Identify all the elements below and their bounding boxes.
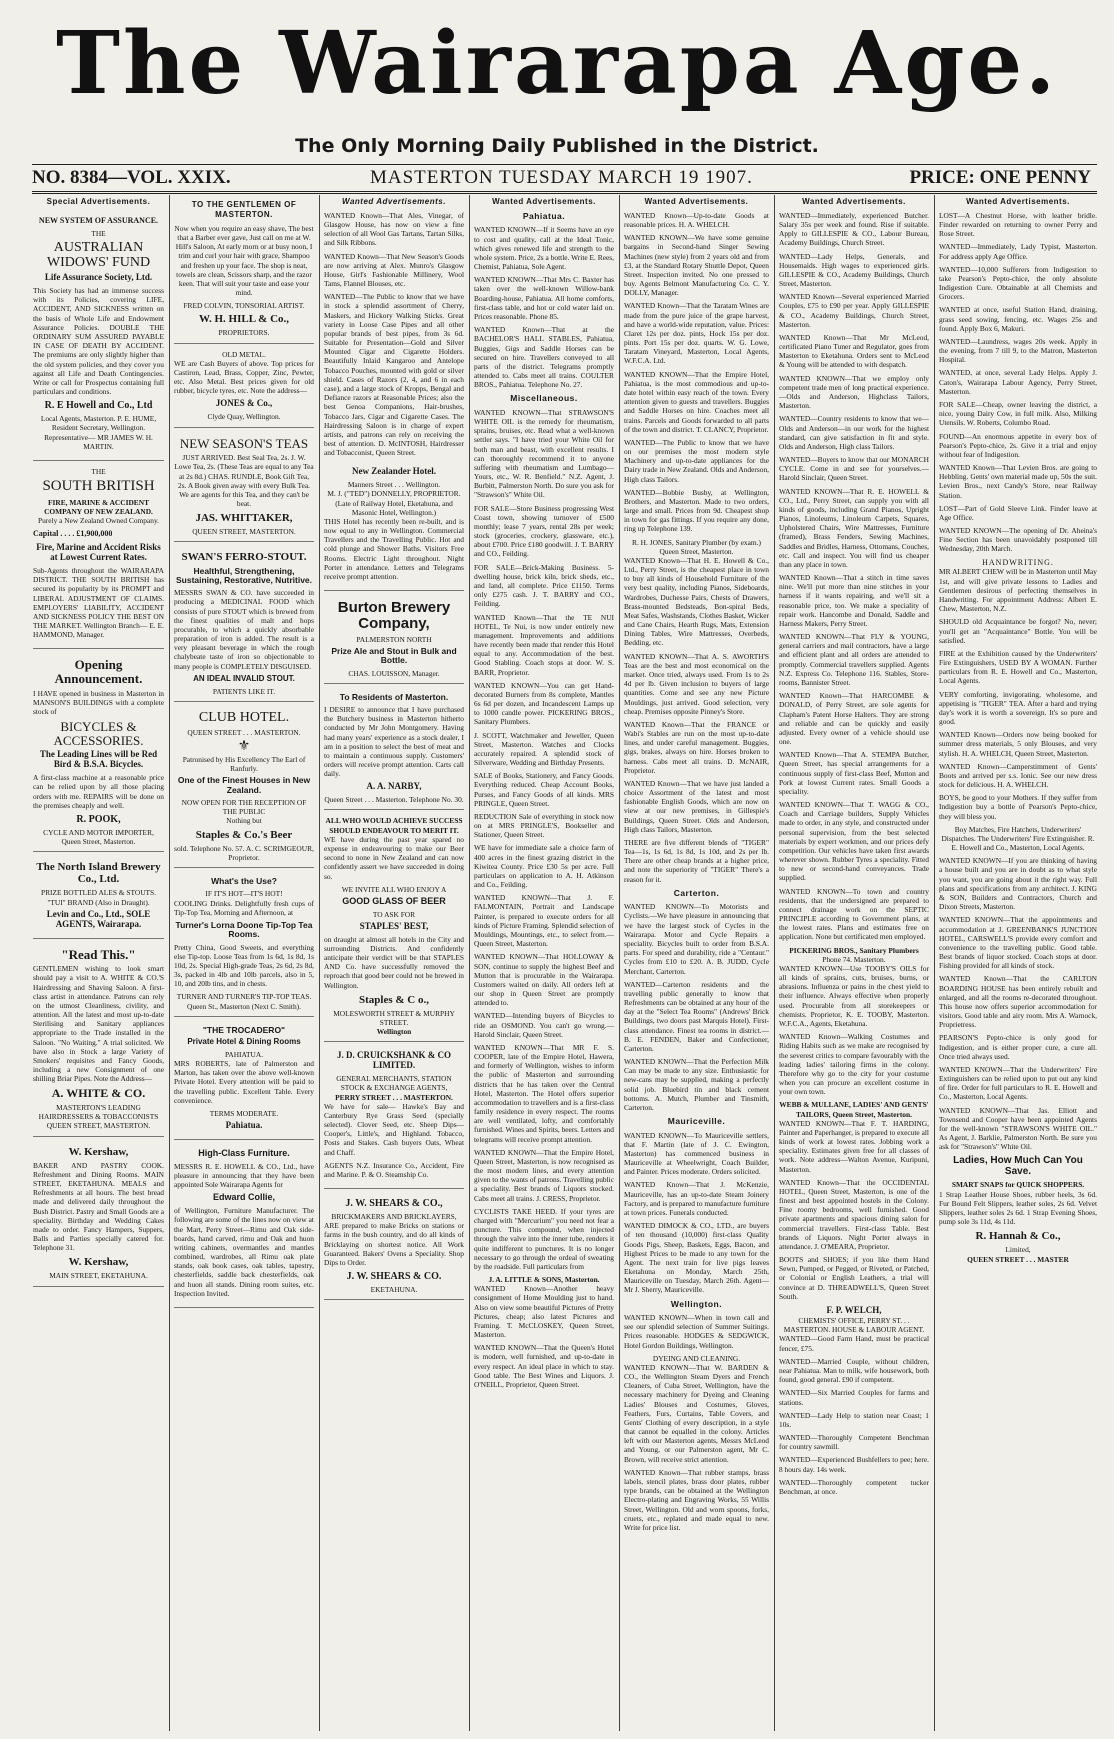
advert-text: FOR SALE—Store Business progressing West Coast town, showing turnover of £500 monthly; lease 7 years, rental 28s per week; stock (groceries, crockery, glassware, etc.), about £700. Price £180 goodwill. J. T. BARRY and CO., Feilding. [474,503,614,559]
advert-text: WANTED Known—That Ales, Vinegar, of Glasgow House, has now on view a fine selection of all Wool Gas Tartans, Tartan Silks, and Silk Ribbons. [324,210,464,248]
advert-text: MR ALBERT CHEW will be in Masterton until May 1st, and will give private lessons to Ladies and Gentlemen desirous of perfecting themselves in Handwriting. For appointment Address: Albert E. Chew, Masterton, N.Z. [939,567,1097,614]
ad-text: BRICKMAKERS AND BRICKLAYERS, [331,1212,457,1222]
royal-crest-icon: ⚜ [237,738,251,754]
newspaper-tagline: The Only Morning Daily Published in the District. [295,135,819,157]
advert-text: WANTED KNOWN—That R. E. HOWELL & CO., Ltd., Perry Street, can supply you with all kinds of goods, including Grand Pianos, Upright Pianos, Linoleums, Linoleum Carpets, Squares, Upholstered Chairs, Wire Mattresses, Furniture (framed), Brass Fenders, Sewing Machines, Saddles and Bridles, Harness, Ottomans, Couches, etc. Call and inspect. You will find us cheaper than any place in town. [779,486,929,569]
advert-brewery [33,855,164,938]
ad-subtitle: Healthful, Strengthening, Sustaining, Restorative, Nutritive. [175,565,313,585]
ad-title: SOUTH BRITISH [42,478,155,495]
ad-body: WE are Cash Buyers of above. Top prices for Castiron, Lead, Brass, Copper, Zinc, Pewter, etc. Also Metal. Best prices given for old rubber, bicycle tyres, etc. Note the address— [174,358,314,396]
advert-text: WANTED KNOWN—You can get Hand-decorated Burners from 8s complete, Mantles 6s 6d per dozen, and Incandescent Lamps up to 1000 candle power. PICKERING BROS., Sanitary Plumbers. [474,680,614,727]
advert-staples-beer [324,813,464,1042]
ad-text: Nothing but [226,816,262,826]
issue-date: MASTERTON TUESDAY MARCH 19 1907. [370,167,753,188]
newspaper-title: The Wairarapa Age. [55,13,1059,114]
advert-text: WANTED Known—That HARCOMBE & DONALD, of Perry Street, are sole agents for Clapham's Patent Horse Halters. They are strong and reliable and can be quickly and easily adjusted. Every owner of a vehicle should use one. [779,691,929,747]
ad-text: Patronised by His Excellency The Earl of Ranfurly. [182,755,306,774]
ad-title: SWAN'S FERRO-STOUT. [181,551,307,564]
advert-text: Boy Matches, Fire Hatchets, Underwriters' Dispatches. The Underwriters' Fire Extinguisher. R. E. Howell and Co., Masterton, Local Agents. [941,824,1095,853]
ad-text: M. J. ("TED") DONNELLY, PROPRIETOR. (Late of Railway Hotel, Eketahuna, and Masonic Hotel, Wellington.) [327,489,461,517]
advert-baker [33,1140,164,1287]
ad-body: Sub-Agents throughout the WAIRARAPA DISTRICT. THE SOUTH BRITISH has secured its popularity by its PROMPT and LIBERAL ADJUSTMENT OF CLAIMS. EMPLOYERS' LIABILITY, ACCIDENT AND SICKNESS POLICY THE BEST ON THE MARKET. Wellington Branch— E. E. HAMMOND, Manager. [33,566,164,640]
ad-text: FRED COLVIN, TONSORIAL ARTIST. [183,301,305,311]
ad-agent: R. H. JONES, Sanitary Plumber (by exam.) Queen Street, Masterton. [632,537,761,556]
ad-text: GENERAL MERCHANTS, STATION STOCK & EXCHANGE AGENTS, [336,1074,452,1093]
ad-text: PRIZE BOTTLED ALES & STOUTS. "TUI" BRAND (Also in Draught). [40,888,157,907]
advert-text: WANTED Known—That the TE NUI HOTEL, Te Nui, is now under entirely new management. Improvements and additions have recently been made that render this Hotel equal to any. Accommodation of the best. Good Stabling. Coach stops at door. W. S. BARR, Proprietor. [474,612,614,677]
ad-text: Limited, [1005,1245,1031,1255]
ad-text: QUEEN STREET, MASTERTON. [192,527,296,537]
advert-ferro-stout [174,545,314,701]
column-rule [774,195,775,1731]
advert-text: WANTED Known—That New Season's Goods are now arriving at Alex. Munro's Glasgow House, Girl's Fashionable Millinery, Wool Tams, Flannel Blouses, etc. [324,251,464,289]
advert-text: WANTED Known—Up-to-date Goods at reasonable prices. H. A. WHELCH. [624,210,769,230]
advert-text: WANTED Known—That at the BACHELOR'S HALL STABLES, Pahiatua, Buggies, Gigs and Saddle Horses can be secured on hire. Travellers conveyed to all parts of the district. Telegrams promptly attended to. Cabs meet all trains. COULTER BROS., Pahiatua. Telephone No. 27. [474,325,614,390]
ad-body: MESSRS R. E. HOWELL & CO., Ltd., have pleasure in announcing that they have been appointed Sole Wairarapa Agents for [174,1161,314,1190]
issue-price: PRICE: ONE PENNY [909,167,1091,188]
section-header: Wellington. [670,1298,723,1309]
ad-text: TERMS MODERATE. [209,1108,279,1118]
ad-title: CLUB HOTEL. [198,709,290,725]
advert-text: WANTED KNOWN—We have some genuine bargains in Second-hand Singer Sewing Machines (new style) from 2 years old and from £3, at the Standard Rotary Shuttle Depot, Queen Street. Inspection invited. No one pressed to buy. Agents Belmont Manufacturing Co. C. Y. DOLLY, Manager. [624,233,769,298]
advert-text: BOOTS and SHOES; if you like them Hand Sewn, Pumped, or Pegged, or Riveted, or Patched, or Colonial or English Leathers, a trial will convince at D. THREADWELL'S, Queen Street South. [779,1255,929,1301]
advert-cruickshank [324,1045,464,1189]
ad-text: Queen St., Masterton (Next C. Smith). [187,1001,301,1011]
ad-text: THE [91,228,106,238]
ad-text: QUEEN STREET . . . MASTERTON. [187,728,301,738]
ad-title: Ladies, How Much Can You Save. [953,1155,1083,1178]
ad-agent: R. Hannah & Co., [975,1230,1061,1243]
section-header: Carterton. [673,887,720,898]
advert-barber-poem [174,195,314,344]
masthead [0,0,1114,157]
ad-agent: R. POOK, [76,813,121,825]
section-header: Pahiatua. [522,210,566,221]
ad-subtitle: SMART SNAPS for QUICK SHOPPERS. [951,1180,1085,1190]
ad-body: GENTLEMEN wishing to look smart should pay a visit to A. WHITE & CO.'S Hairdressing and Shaving Saloon. A first-class artist in attendance. Patrons can rely on the utmost Cleanliness, civility, and attention. All the latest and most up-to-date Sterilising and Sanitary appliances appropriate to the Trade installed in the Saloon. "No Waiting." A trial solicited. We have also in Stock a large Variety of Smokers' requisites and Fancy Goods, including a new Consignment of one shilling Briar Pipes. Note the Address— [33,964,164,1084]
ad-subtitle: Fire, Marine and Accident Risks at Lowest Current Rates. [36,542,161,563]
advert-text: WANTED—Good Farm Hand, must be practical fencer, £75. [779,1334,929,1353]
ad-capital: Capital . . . . £1,900,000 [33,529,113,539]
ad-subtitle: One of the Finest Houses in New Zealand. [177,775,311,795]
ad-text: NOW OPEN FOR THE RECEPTION OF THE PUBLIC [181,798,307,817]
advert-text: SHOULD old Acquaintance be forgot? No, never; you'll get an "Acquaintance" Bottle. You will be satisfied. [939,617,1097,645]
ad-text: CHAS. LOUISSON, Manager. [348,668,440,678]
advert-text: FOUND—An enormous appetite in every box of Pearson's Pepto-chice, 2s. Give it a trial and enjoy without fear of Indigestion. [939,431,1097,459]
advert-text: WANTED KNOWN—That STRAWSON'S WHITE OIL is the remedy for rheumatism, sprains, bruises, etc. Read what a well-known settler says. "I have tried your White Oil for both man and beast, with excellent results. I can thoroughly recommend it to anyone suffering with rheumatism and Lumbago—Yours, etc., W. R. Benfield." N.Z. Agent, J. Burbitt, Palmerston North. Do sure you ask for "Strawson's" White Oil. [474,407,614,500]
advert-text: WANTED Known—That A. STEMPA Butcher, Queen Street, has special arrangements for a continuous supply of first-class Beef, Mutton and Pork at lowest Current rates. Small Goods a speciality. [779,750,929,796]
advert-text: PEARSON'S Pepto-chice is only good for Indigestion, and is either proper cure, a cure all. Once tried always used. [939,1033,1097,1061]
advert-text: WANTED—Immediately, experienced Butcher. Salary 35s per week and found. Rise if suitable. Apply to GILLESPIE & CO., Labour Bureau, Academy Buildings, Church Street. [779,210,929,248]
column-rule [469,195,470,1731]
ad-text: Queen Street . . . Masterton. Telephone No. 30. [324,795,464,805]
column-5 [624,195,769,1731]
ad-subtitle: The Leading Lines will be Red Bird & B.S.A. Bicycles. [39,749,158,770]
advert-butchery [324,687,464,811]
ad-heading: ALL WHO WOULD ACHIEVE SUCCESS SHOULD ENDEAVOUR TO MERIT IT. [325,816,463,835]
ad-agent: JONES & Co., [215,398,273,409]
ad-text: QUEEN STREET . . . MASTER [967,1254,1069,1264]
advert-text: WANTED Known—That J. McKenzie, Mauriceville, has an up-to-date Steam Joinery Factory, and is prepared to manufacture furniture at town prices. Funerals conducted. [624,1180,769,1217]
ad-text: MOLESWORTH STREET & MURPHY STREET. [333,1008,455,1028]
advert-text: WANTED Known—That a stitch in time saves nine. We'll put more than nine stitches in your harness if it wants repairing, and we'll sit a reasonable price, too. We make a speciality of repair work. Hancombe and Donald, Saddle and Harness Makers, Perry Street. [779,573,929,628]
ad-text: PROPRIETORS. [218,328,270,338]
advert-text: WANTED—Six Married Couples for farms and stations. [779,1388,929,1407]
advert-south-british [33,464,164,650]
column-rule [319,195,320,1731]
ad-agent: WEBB & MULLANE, LADIES' AND GENTS' TAILORS, Queen Street, Masterton. [779,1100,929,1119]
ad-body: I HAVE opened in business in Masterton in MANSON'S BUILDINGS with a complete stock of [33,688,164,717]
advert-bicycles [33,652,164,852]
section-header: Miscellaneous. [510,393,578,404]
advert-text: WANTED KNOWN—That T. WAGG & CO., Coach and Carriage builders, Supply Vehicles made to order, in any style, and constructed under personal supervision, from the best selected materials by expert workmen, and our prices defy competition. Our vehicles have taken first awards wherever shown. Rubber Tyres a speciality. Fitted to new or second-hand conveyances. Trade supplied. [779,800,929,883]
ad-subtitle: Private Hotel & Dining Rooms [187,1037,301,1047]
advert-hairdresser [33,942,164,1137]
ad-title: To Residents of Masterton. [339,691,449,702]
ad-body: WE have during the past year spared no expense in endeavouring to make our Beer second to none in New Zealand and can now confidently assert we have succeeded in doing so. [324,834,464,881]
ad-agent: A. A. NARBY, [366,781,422,792]
ad-body: Pretty China, Good Sweets, and everything else Tip-top. Loose Teas from 1s 6d, 1s 8d, 1s 10d, 2s. Special High-grade Teas, 2s 6d, 2s 8d, 3s, packed in 4lb and 10lb parcels, also in 5, 10, and 20lb tins, and in chests. [174,942,314,989]
ad-text: TO ASK FOR [372,909,416,919]
advert-burton-brewery [324,594,464,684]
ad-title: "THE TROCADERO" [202,1024,286,1035]
advert-australian-widows-fund [33,211,164,461]
advert-text: WANTED KNOWN—That Jas. Elliott and Townsend and Cooper have been appointed Agents for the well-known "STRAWSON'S WHITE OIL." As Agent, J. Barklie, Palmerston North. Be sure you ask for "Strawson's" White Oil. [939,1105,1097,1152]
ad-text: PAHIATUA. [224,1049,264,1059]
advert-text: FIRE at the Exhibition caused by the Underwriters' Fire Extinguishers, USED BY A WOMAN. Further particulars from R. E. Howell and Co., Masterton, Local Agents. [939,648,1097,686]
advert-text: J. SCOTT, Watchmaker and Jeweller, Queen Street, Masterton. Watches and Clocks accurately repaired. A splendid stock of Silverware, Wedding and Birthday Presents. [474,730,614,768]
advert-text: WANTED KNOWN—That HOLLOWAY & SON, continue to supply the highest Beef and Mutton that is procurable in the Wairarapa. Customers waited on daily. All orders left at our shop in Queen Street are promptly attended to. [474,952,614,1008]
advert-text: WANTED—Married Couple, without children, near Pahiatua. Man to milk, wife housework, both found, good general. £90 if competent. [779,1356,929,1385]
advert-text: WANTED KNOWN—Use TOOBY'S OILS for all kinds of sprains, cuts, bruises, burns, or abrasions. Influenza or pains in the chest yield to their influence. Always effective when properly used. Procurable from all storekeepers or chemists. Proprietor, K. E. TOOBY, Masterton. W.F.C.A., Agents, Eketahuna. [779,963,929,1028]
advert-text: 1 Strap Leather House Shoes, rubber heels, 3s 6d. Fur Bound Felt Slippers, leather soles, 2s 6d. Velvet Slippers, leather soles 2s 6d. 1 Strap Evening Shoes, pump sole 3s 11d, 4s 11d. [939,1189,1097,1227]
advert-text: WANTED KNOWN—That the Queen's Hotel is modern, well furnished, and up-to-date in every respect. An ideal place in which to stay. Good table. The Best Wines and Liquors. J. O'NEILL, Proprietor, Queen Street. [474,1343,614,1389]
ad-agent: Levin and Co., Ltd., SOLE AGENTS, Wairarapa. [46,908,151,929]
ad-subtitle: FIRE, MARINE & ACCIDENT COMPANY OF NEW ZEALAND. [44,497,153,516]
ad-heading: NEW SYSTEM OF ASSURANCE. [38,215,159,225]
section-header: Wanted Advertisements. [492,197,596,206]
advert-text: WANTED—Immediately, Lady Typist, Masterton. For address apply Age Office. [939,242,1097,261]
ad-body: of Wellington, Furniture Manufacturer. The following are some of the lines now on view at the Mart, Perry Street—Rimu and Oak side-boards, hand carved, rimu and Oak and huon writing cabinets, overmantles and mantles combined, wardrobes, all Rimu oak plate stands, oak book cases, oak tables, tapestry, chesterfields, saddle back chesterfields, oak and huon all stands. Dining room suites, etc. Inspection Invited. [174,1206,314,1298]
advert-text: WANTED, at once, several Lady Helps. Apply J. Caton's, Wairarapa Labour Agency, Perry Street, Masterton. [939,368,1097,396]
ad-text: WE INVITE ALL WHO ENJOY A [341,884,447,894]
ad-text: MASTERTON'S LEADING HAIRDRESSERS & TOBACCONISTS QUEEN STREET, MASTERTON. [38,1103,159,1131]
advert-text: WANTED Known—That the FRANCE or Wabi's Stables are run on the most up-to-date lines, and under careful management. Buggies, gigs, brakes, always on hire. Horses broken to harness. Cabs meet all trains. D. McNAIR, Proprietor. [624,719,769,775]
advert-text: WANTED KNOWN—That we employ only competent trade men of long practical experience.—Olds and Anderson, Highclass Tailors, Masterton. [779,373,929,411]
ad-text: THE [91,466,106,476]
advert-text: WANTED Known—Several experienced Married Couples, £75 to £90 per year. Apply GILLESPIE & CO., Academy Buildings, Church Street, Masterton. [779,292,929,329]
ad-title: J. D. CRUICKSHANK & CO LIMITED. [336,1050,451,1071]
dateline [32,164,1097,194]
advert-text: WANTED—Lady Help to station near Coast; 1 10s. [779,1410,929,1429]
ad-body: JUST ARRIVED. Best Seal Tea, 2s. J. W. Lowe Tea, 2s. (These Teas are equal to any Tea at 2s 8d.) CHAS. RUNDLE, Book Gift Tea, 2s. A Book given away with every Bulk Tea. We are agents for this Tea, and they can't be beat. [174,453,314,509]
column-3 [324,195,464,1731]
ad-heading: DYEING AND CLEANING. [652,1353,741,1363]
section-header: Wanted Advertisements. [644,197,749,206]
advert-text: WANTED KNOWN—That J. F. FALMONTAIN, Portrait and Landscape Painter, is prepared to execute orders for all kinds of Picture Framing. Splendid selection of Mouldings, Mountings, etc., to select from.—Queen Street, Masterton. [474,893,614,949]
column-rule [169,195,170,1731]
ad-text: Phone 74. Masterton. [822,954,886,964]
ad-text: PALMERSTON NORTH [356,634,432,644]
advert-text: WANTED KNOWN—That the Empire Hotel, Pahiatua, is the most commodious and up-to-date hotel within easy reach of the town. Every attention given to guests and travellers. Buggies and Saddle Horses on hire. Coaches meet all trains. Parcels and Goods forwarded to all parts of the town and district. T. CLANCY, Proprietor. [624,369,769,434]
section-header: Wanted Advertisements. [802,197,906,206]
ad-subtitle: Prize Ale and Stout in Bulk and Bottle. [331,645,457,666]
advert-text: WANTED—Lady Helps, Generals, and Housemaids. High wages to experienced girls. GILLESPIE & CO., Academy Buildings, Church Street, Masterton. [779,251,929,289]
ad-agent: F. P. WELCH, [826,1304,882,1315]
advert-text: WANTED—Bobbie Busby, at Wellington, Brothers, and Masterton. Made to two orders, large and small. Prices from 9d. Cheapest shop in town for gas fittings. If you require any done, ring up Telephone 139. [624,487,769,534]
section-header: Special Advertisements. [46,197,151,206]
ad-agent: J. A. LITTLE & SONS, Masterton. [488,1275,600,1285]
ad-title: New Zealander Hotel. [351,466,437,477]
advert-text: WANTED KNOWN—That the Perfection Milk Can may be made to any size. Enthusiastic for new-cans may be supplied, making a perfectly solid job. Bluebird tin and black cement bottoms. A. Mutch, Plumber and Tinsmith, Carterton. [624,1057,769,1112]
column-6 [779,195,929,1731]
advert-new-zealander-hotel [324,461,464,591]
ad-text: PATIENTS LIKE IT. [212,686,276,696]
ad-body: MRS ROBERTS, late of Palmerston and Marton, has taken over the above well-known Private Hotel. Every attention will be paid to the travelling public. Excellent Table. Every convenience. [174,1059,314,1105]
ad-body: THIS Hotel has recently been re-built, and is now equal to any in Wellington. Commercial Travellers and the Travelling Public. Hot and cold plunge and Shower Baths. Visitors Free Rooms. Electric Light throughout. Night Porter in attendance. Letters and Telegrams receive prompt attention. [324,516,464,581]
ad-subtitle: AN IDEAL INVALID STOUT. [193,673,295,683]
ad-title: GOOD GLASS OF BEER [342,895,446,906]
advert-text: WANTED Known—That the OCCIDENTAL HOTEL, Queen Street, Masterton, is one of the finest and best appointed hostels in the Colony. Fine roomy bedrooms, well furnished. Good private apartments and spacious dining salon for commercial travellers. First-class Table. Best brands of Liquors. Night Porter always in attendance. J. O'MEARA, Proprietor. [779,1177,929,1251]
issue-number: NO. 8384—VOL. XXIX. [32,167,231,188]
column-2 [174,195,314,1731]
ad-title: Opening Announcement. [54,657,143,687]
ad-agent: PICKERING BROS., Sanitary Plumbers [789,945,919,955]
ad-subtitle: STAPLES' BEST, [359,920,429,931]
advert-text: WANTED—Experienced Bushfellers to pee; here. 8 hours day. 14s week. [779,1455,929,1474]
advert-text: WANTED KNOWN—That Mrs C. Baxter has taken over the well-known Willow-bank Boarding-house, Pahiatua. All home comforts, first-class table, and hot or cold water laid on. Prices reasonable. Phone 85. [474,275,614,321]
advert-text: WE have for immediate sale a choice farm of 400 acres in the finest grazing district in the Kiwitea County. Price £30 5s per acre. Full particulars on application to A. H. Atkinson and Co., Feilding. [474,843,614,890]
ad-agent: A. WHITE & CO. [51,1086,146,1101]
advert-text: WANTED—Thoroughly Competent Benchman for country sawmill. [779,1433,929,1452]
advert-text: WANTED KNOWN—That the appointments and accommodation at J. GREENBANK'S JUNCTION HOTEL, CARSWELL'S provide every comfort and convenience to the travelling public. Good table. Best brands of liquor stocked. Coach stops at door. Fishing provided for all kinds of stock. [939,915,1097,971]
ad-text: TURNER AND TURNER'S TIP-TOP TEAS. [176,992,312,1002]
advert-trocadero [174,1020,314,1140]
ad-title: AUSTRALIAN WIDOWS' FUND [46,239,151,270]
advert-text: WANTED KNOWN—That the Empire Hotel, Queen Street, Masterton, is now recognised as the most modern lines, and every attention given to the wants of patrons. Travelling public a speciality. Best brands of Liquors stocked. Cabs meet all trains. J. CRESS, Proprietor. [474,1147,614,1203]
advert-text: WANTED KNOWN—That MR F. S. COOPER, late of the Empire Hotel, Hawera, and formerly of Wellington, wishes to inform the public of Masterton and surrounding districts that he has taken over the Central Hotel, Masterton. The Hotel offers superior accommodation to travellers and is a first-class family residence in every respect. The rooms are well ventilated, lofty, and comfortably furnished. Wines and Spirits, beers. Letters and telegrams will receive prompt attention. [474,1042,614,1144]
ad-subtitle: Life Assurance Society, Ltd. [44,272,153,283]
advert-text: WANTED—Buyers to know that our MONARCH CYCLE. Come in and see for yourselves.—Harold Sinclair, Queen Street. [779,455,929,483]
advert-text: WANTED—Laundress, wages 20s week. Apply in the evening, from 7 till 9, to the Matron, Masterton Hospital. [939,336,1097,365]
advert-text: WANTED KNOWN—That W. BARDEN & CO., the Wellington Steam Dyers and French Cleaners, of Cuba Street, Wellington, have the necessary machinery for Dyeing and Cleaning Ladies' Blouses and Costumes, Gloves, Feathers, Furs, Curtains, Table Covers, and Gents' Clothing of every description, in a style that cannot be equalled in the colony. Articles left with our Masterton agents, Messrs McLeod and Young, or our Palmerston agent, Mr C. Brown, will receive strict attention. [624,1362,769,1464]
advert-text: CYCLISTS TAKE HEED. If your tyres are charged with "Mercurium" you need not fear a puncture. This compound, when injected through the valve into the inner tube, renders it quite indifferent to punctures. It is no longer necessary to go through the ordeal of sweating by the roadside. Full particulars from [474,1206,614,1271]
ad-body: I DESIRE to announce that I have purchased the Butchery business in Masterton hitherto conducted by Mr John Montgomery. Having had many years' experience as a stock dealer, I am in a position to select the best of meat and to maintain a continuous supply. Customers' orders will receive prompt attention. Carts call daily. [324,705,464,779]
ad-agent: Pahiatua. [225,1120,263,1131]
advert-tea-rooms [174,871,314,1017]
column-1 [33,195,164,1731]
advert-text: FOR SALE—Cheap, owner leaving the district, a nice, young Dairy Cow, in full milk. Also, Milking Utensils. W. Roberts, Columbo Road. [939,400,1097,428]
ad-body: COOLING Drinks. Delightfully fresh cups of Tip-Top Tea, Morning and Afternoon, at [174,898,314,917]
ad-text: Clyde Quay, Wellington. [207,412,281,422]
advert-text: WANTED—Thoroughly competent tucker Benchman, at once. [779,1477,929,1496]
advert-text: WANTED KNOWN—The opening of Dr. Aheina's Fine Section has been unavoidably postponed till Wednesday, 20th March. [939,526,1097,554]
advert-text: WANTED Known—That Levien Bros. are going to Hebbling. Gents' own material made up, 50s the suit. Levien Bros., next Candy's Store, near Railway Station. [939,463,1097,500]
ad-subtitle: Turner's Lorna Doone Tip-Top Tea Rooms. [175,919,313,940]
advert-text: VERY comforting, invigorating, wholesome, and appetising is "TIGER" TEA. After a hard and trying day's work it is worth a sovereign. It's so pure and good. [939,689,1097,727]
advert-text: THERE are five different blends of "TIGER" Tea—1s, 1s 6d, 1s 8d, 1s 10d, and 2s per lb. There are other cheap brands at a higher price, and note the superiority of "TIGER" There's a reason for it. [624,837,769,884]
column-4 [474,195,614,1731]
column-rule [934,195,935,1731]
advert-text: WANTED Known—Walking Costumes and Riding Habits such as we make are recognised by the severest critics to compare favourably with the leading ladies' tailoring firms in the colony. Therefore why go to the city for your costume when you can procure an excellent costume in your own town. [779,1032,929,1097]
advert-text: WANTED KNOWN—To Mauriceville settlers, that F. Martin (late of J. C. Ewington, Masterton) has commenced business in Mauriceville at Wheelwright, Coach Builder, and Painter. Prices moderate. Orders solicited. [624,1130,769,1177]
advert-text: WANTED DIMOCK & CO., LTD., are buyers of ten thousand (10,000) first-class Quality Goods Pigs, Sheep, Baskets, Eggs, Bacon, and Highest Prices to be made to any town for the Agent. The next train for live pigs leaves Eketahuna on Monday, March 25th, Mauriceville on Tuesday, March 26th. Agent—Mr J. Sherry, Mauriceville. [624,1221,769,1295]
ad-agent: R. E Howell and Co., Ltd [44,400,153,412]
ad-text: CYCLE AND MOTOR IMPORTER, Queen Street, Masterton. [43,827,154,847]
ad-subtitle: Staples & Co.'s Beer [195,828,293,841]
advert-text: WANTED KNOWN—That F. T. HARDING, Painter and Paperhanger, is prepared to execute all kinds of work at lowest rates. Jobbing work a speciality. Estimates given free for all classes of work. Note address—Walton Avenue, Kuripuni, Masterton. [779,1118,929,1174]
section-header: Wanted Advertisements. [342,197,446,206]
ad-title: BICYCLES & ACCESSORIES. [53,719,144,748]
advert-text: WANTED Known—That H. E. Howell & Co., Ltd., Perry Street, is the cheapest place in town to buy all kinds of Household Furniture of the very best quality, including Pianos, Sideboards, Wardrobes, Duchesse Pairs, Chests of Drawers, Brass-mounted Bedsteads, Bon-spiral Beds, Meat Safes, Washstands, Clothes Basket, Wicker and Cane Chairs, Hearth Rugs, Mats, Extension Dining Tables, Wire Mattresses, Overbeds, Bedding, etc. [624,555,769,648]
ad-subtitle: Edward Collie, [212,1192,275,1203]
advert-text: WANTED Known—Another heavy consignment of Home Moulding just to hand. Also on view some beautiful Pictures of Pretty Pictures, cheap; also latest Pictures and Framing. T. McCLOSKEY, Queen Street, Masterton. [474,1284,614,1340]
advert-text: WANTED KNOWN—To Motorists and Cyclists.—We have pleasure in announcing that we have the largest stock of Cycles in the Wairarapa. Motor and Cycle Repairs a speciality. Bicycles built to order from B.S.A. parts. For speed and durability, ride a "Centaur." Cycles from £10 to £20. A. B. JUDD, Cycle Merchant, Carterton. [624,902,769,976]
ad-title: Burton Brewery Company, [337,599,451,632]
section-header: Mauriceville. [667,1116,726,1127]
advert-text: WANTED—The Public to know that we have on our premises the most modern style Machinery and up-to-date appliances for the Dairy trade in New Zealand. Olds and Anderson, High class Tailors. [624,437,769,484]
advert-text: WANTED KNOWN—To town and country residents, that the undersigned are prepared to connect drainage work on the SEPTIC PRINCIPLE according to Government plans, at the lowest rates. Plans and estimates free on application. None but certificated men employed. [779,886,929,942]
ad-agent: Staples & C o., [359,993,429,1006]
advert-text: WANTED Known—That we have just landed a choice Assortment of the latest and most fashionable English Goods, which are now on view at our new premises, in Gillespie's Buildings, Queen Street. Olds and Anderson, High class Tailors, Masterton. [624,778,769,834]
advert-text: WANTED KNOWN—If you are thinking of having a house built and you are in doubt as to what style you want, you are going about it the right way. Full plans and specifications from any architect. J. KING & SON, Builders and Contractors, Church and Dixon Streets, Masterton. [939,856,1097,912]
advert-shears [324,1192,464,1300]
advert-text: BOYS, be good to your Mothers. If they suffer from Indigestion buy a bottle of Pearson's Pepto-chice, they will bless you. [939,793,1097,821]
column-rule [619,195,620,1731]
advert-text: WANTED KNOWN—When in town call and see our splendid selection of Summer Suitings. Prices reasonable. HODGES & SEDGWICK, Hotel Gordon Buildings, Wellington. [624,1313,769,1350]
advert-text: LOST—Part of Gold Sleeve Link. Finder leave at Age Office. [939,503,1097,522]
ad-body: ARE prepared to make Bricks on stations or farms in the bush country, and do all kinds of Bricklaying on shortest notice. All Work Guaranteed. Bakers' Ovens a Speciality. Shop Dips to Order. [324,1221,464,1267]
advert-text: WANTED—The Public to know that we have in stock a splendid assortment of Cherry, Maskers, and Hickory Walking Sticks. Great variety in Loose Case Pipes and all other popular brands of best pipes, from 3s 6d. Suitable for Presentation—Gold and Silver Mounted Cigar and Cigarette Holders. Beautifully Inlaid Kangaroo and Antelope Tobacco Pouches, mounted with gold or silver shield. Cases of Razors (2, 4, and 6 in each case), and a large stock of Kropps, Bengal and Defiance razors at Reasonable Prices; also the best Genoa Companions, Hair-brushes, Tobacco Jars, Cigar and Cigarette Cases. The Hairdressing Saloon is in charge of expert artists, and patrons can rely on receiving the best of attention. D. McINTOSH, Hairdresser and Tobacconist, Queen Street. [324,292,464,458]
advert-text: REDUCTION Sale of everything in stock now on at MRS PRINGLE'S, Bookseller and Stationer, Queen Street. [474,811,614,840]
advert-text: WANTED—10,000 Sufferers from Indigestion to take Pearson's Pepto-chice, the only absolute Indigestion Cure. Obtainable at all Chemists and Grocers. [939,264,1097,302]
ad-body: We have for sale— Hawke's Bay and Canterbury Rye Grass Seed (specially selected). Clover Seed, etc. Sheep Dips—Cooper's, Little's, and Highland. Tobacco, Posts and Stakes. Cash buyers Oats, Wheat and Chaff. [324,1101,464,1157]
advert-text: WANTED KNOWN—That the Underwriters' Fire Extinguishers can be relied upon to put out any kind of fire. Order for full particulars to R. E. Howell and Co., Masterton, Local Agents. [939,1064,1097,1102]
section-header: Wanted Advertisements. [966,197,1070,206]
ad-text: Manners Street . . . Wellington. [347,480,441,490]
ad-body: BAKER AND PASTRY COOK. Refreshment and Dining Rooms. MAIN STREET, EKETAHUNA. MEALS and Refreshments at all hours. The best bread made and delivered daily throughout the Bush District. Pastry and Small Goods are a speciality. Birthday and Wedding Cakes made to order. Fancy Hampers, Suppers, Balls and Parties specially catered for. Telephone 31. [33,1160,164,1253]
advert-text: WANTED KNOWN—If it Seems have an eye to cost and quality, call at the Ideal Tonic, which gives renewed life and strength to the whole system. Price, 2s a bottle. Write E. Rees, Chemist, Pahiatua, Sole Agent. [474,225,614,272]
ad-text: Wellington [376,1027,412,1037]
advert-text: WANTED Known—That Mr McLeod, certificated Piano Tuner and Regulator, goes from Masterton to Eketahuna. Orders sent to McLeod & Young will be attended to with despatch. [779,332,929,370]
ad-title: W. Kershaw, [68,1145,129,1158]
ad-body: Now when you require an easy shave, The best that a Barber ever gave, Just call on me at W. Hill's Saloon, At early morn or at busy noon, I trim and curl your hair with grace, Shampoo and freshen up your face. The shop is neat, towels are clean, Scissors sharp, and the razor keen. That will suit your taste and ease your mind. [174,223,314,298]
advert-text: SALE of Books, Stationery, and Fancy Goods. Everything reduced. Cheap Account Books, Purses, and Fancy Goods of all kinds. MRS PRINGLE, Queen Street. [474,771,614,808]
ad-text: Purely a New Zealand Owned Company. [37,516,160,526]
ad-body: MESSRS SWAN & CO. have succeeded in producing a MEDICINAL FOOD which consists of pure STOUT which is brewed from the finest qualities of malt and hops procurable, to which a quickly absorbable preparation of iron is added. The result is a very pleasant beverage in which the rough chalybeate taste of iron so objectionable to many people is COMPLETELY DISGUISED. [174,588,314,671]
advert-old-metal [174,347,314,428]
advert-club-hotel [174,705,314,868]
advert-text: WANTED Known—That the Taratam Wines are made from the pure juice of the grape harvest, and have a world-wide reputation, value. Prices: Claret 12s per doz. pints, Hock 15s per doz. pints. Port 15s per doz. quarts. W. G. Lowe, Taratam Vineyard, Masterton, Local Agents, W.F.C.A. Ltd. [624,301,769,366]
advert-text: FOR SALE—Brick-Making Business. 5-dwelling house, brick kiln, brick sheds, etc., and land, all complete. Price £1150. Terms only £275 cash. J. T. BARRY and CO., Feilding. [474,562,614,609]
advert-text: WANTED KNOWN—That FLY & YOUNG, general carriers and mail contractors, have a large and efficient plant and all orders are attended to promptly. Commercial travellers supplied. Agents N.Z. Express Co. Telephone 116. Stables, Store-rooms, Bannister Street. [779,632,929,687]
ad-title: NEW SEASON'S TEAS [179,435,309,451]
ad-body: This Society has had an immense success with its Policies, covering LIFE, ACCIDENT, AND SICKNESS written on the basis of Whole Life and Endowment Assurance Policies. DOUBLE THE ORDINARY SUM ASSURED PAYABLE IN CASE OF DEATH BY ACCIDENT. The premiums are only slightly higher than the old system policies, and they cover you against all Life and Death Contingencies. Write or call for Prospectus containing full particulars and conditions. [33,286,164,397]
advert-teas [174,431,314,543]
ad-title: W. H. HILL & Co., [198,313,290,326]
advert-text: WANTED KNOWN—That A. S. AWORTH'S Teas are the best and most economical on the market. Once tried, always used. From 1s to 2s 4d per lb. Given inclusion to buyers of large quantities. Come and see any new Picture Mouldings, just arrived. Good selection, very cheap. Premises opposite Pinney's Store. [624,651,769,716]
advert-text: WANTED Known—Camperstimment of Gents' Boots and arrived per s.s. Ionic. See our new dress stock for delicious. H. A. WHELCH. [939,761,1097,790]
ad-body: A first-class machine at a reasonable price can be relied upon by all those placing orders with me. REPAIRS will be done on the premises cheaply and well. [33,773,164,810]
advert-text: WANTED Known—That rubber stamps, brass labels, stencil plates, brass door plates, rubber type brands, can be obtained at the Wellington Electro-plating and Engraving Works, 55 Willis Street, Wellington. Old and worn spoons, forks, cruets, etc., replated and made equal to new. Write for price list. [624,1467,769,1532]
ad-title: The North Island Brewery Co., Ltd. [36,861,161,886]
advert-text: WANTED—Intending buyers of Bicycles to ride an OSMOND. You can't go wrong.—Harold Sinclair, Queen Street. [474,1011,614,1039]
ad-text: PERRY STREET . . . MASTERTON. [335,1092,453,1102]
ad-body: AGENTS N.Z. Insurance Co., Accident, Fire and Marine. P. & O. Steamship Co. [324,1160,464,1179]
advert-text: WANTED—Carterton residents and the travelling public generally to know that Refreshments can be obtained at any hour of the day at the "Select Tea Rooms" (Andrews' Brick Buildings, two doors past Marquis Hotel). First-class attendance. Finest tea rooms in district.—B. E. FENDEN, Baker and Confectioner, Carterton. [624,979,769,1053]
column-7 [939,195,1097,1731]
advert-text: WANTED Known—That the CARLTON BOARDING HOUSE has been entirely rebuilt and enlarged, and all the rooms re-decorated throughout. This house now offers superior accommodation for visitors. Good table and airy room. Mrs A. Warnock, Proprietress. [939,974,1097,1030]
advert-text: WANTED Known—Orders now being booked for summer dress materials, 5 only Blouses, and very stylish. H. A. WHELCH, Queen Street, Masterton. [939,730,1097,758]
ad-text: EKETAHUNA. [370,1285,418,1295]
ad-agent: JAS. WHITTAKER, [195,512,293,525]
ad-body: Local Agents, Masterton. P. E. HUME, Resident Secretary, Wellington. Representative— MR JAMES W. H. MARTIN. [40,414,157,451]
advert-furniture [174,1143,314,1308]
ad-text: CHEMISTS' OFFICE, PERRY ST. . . MASTERTON. HOUSE & LABOUR AGENT. [783,1316,925,1335]
ad-agent: W. Kershaw, [68,1256,129,1269]
ad-text: sold. Telephone No. 57. A. C. SCRIMGEOUR, Proprietor. [174,843,314,862]
ad-title: What's the Use? [211,875,277,886]
ad-heading: HANDWRITING. [982,557,1054,567]
ad-title: J. W. SHEARS & CO., [345,1198,443,1210]
ad-text: IF IT'S HOT—IT'S HOT! [205,889,283,899]
ad-agent: J. W. SHEARS & CO. [346,1271,442,1283]
ad-text: MAIN STREET, EKETAHUNA. [49,1271,148,1281]
advert-text: LOST—A Chestnut Horse, with leather bridle. Finder rewarded on returning to owner Perry and Rose Street. [939,210,1097,239]
ad-title: "Read This." [61,946,136,962]
ad-heading: OLD METAL. [222,349,266,359]
advert-text: WANTED—Country residents to know that we—Olds and Anderson—in our work for the highest standard, can give satisfaction in fit and style. Olds and Anderson, High class Tailors. [779,414,929,451]
advert-text: WANTED at once, useful Station Hand, draining, grass seed sowing, fencing, etc. Wages 25s and found. Apply Box 6, Makuri. [939,305,1097,333]
ad-title: High-Class Furniture. [198,1147,290,1158]
ad-body: on draught at almost all hotels in the City and surrounding Districts. And confidently anticipate their verdict will be that STAPLES AND Co. have successfully removed the reproach that good beer could not be brewed in Wellington. [324,934,464,990]
ad-heading: TO THE GENTLEMEN OF MASTERTON. [191,200,297,219]
